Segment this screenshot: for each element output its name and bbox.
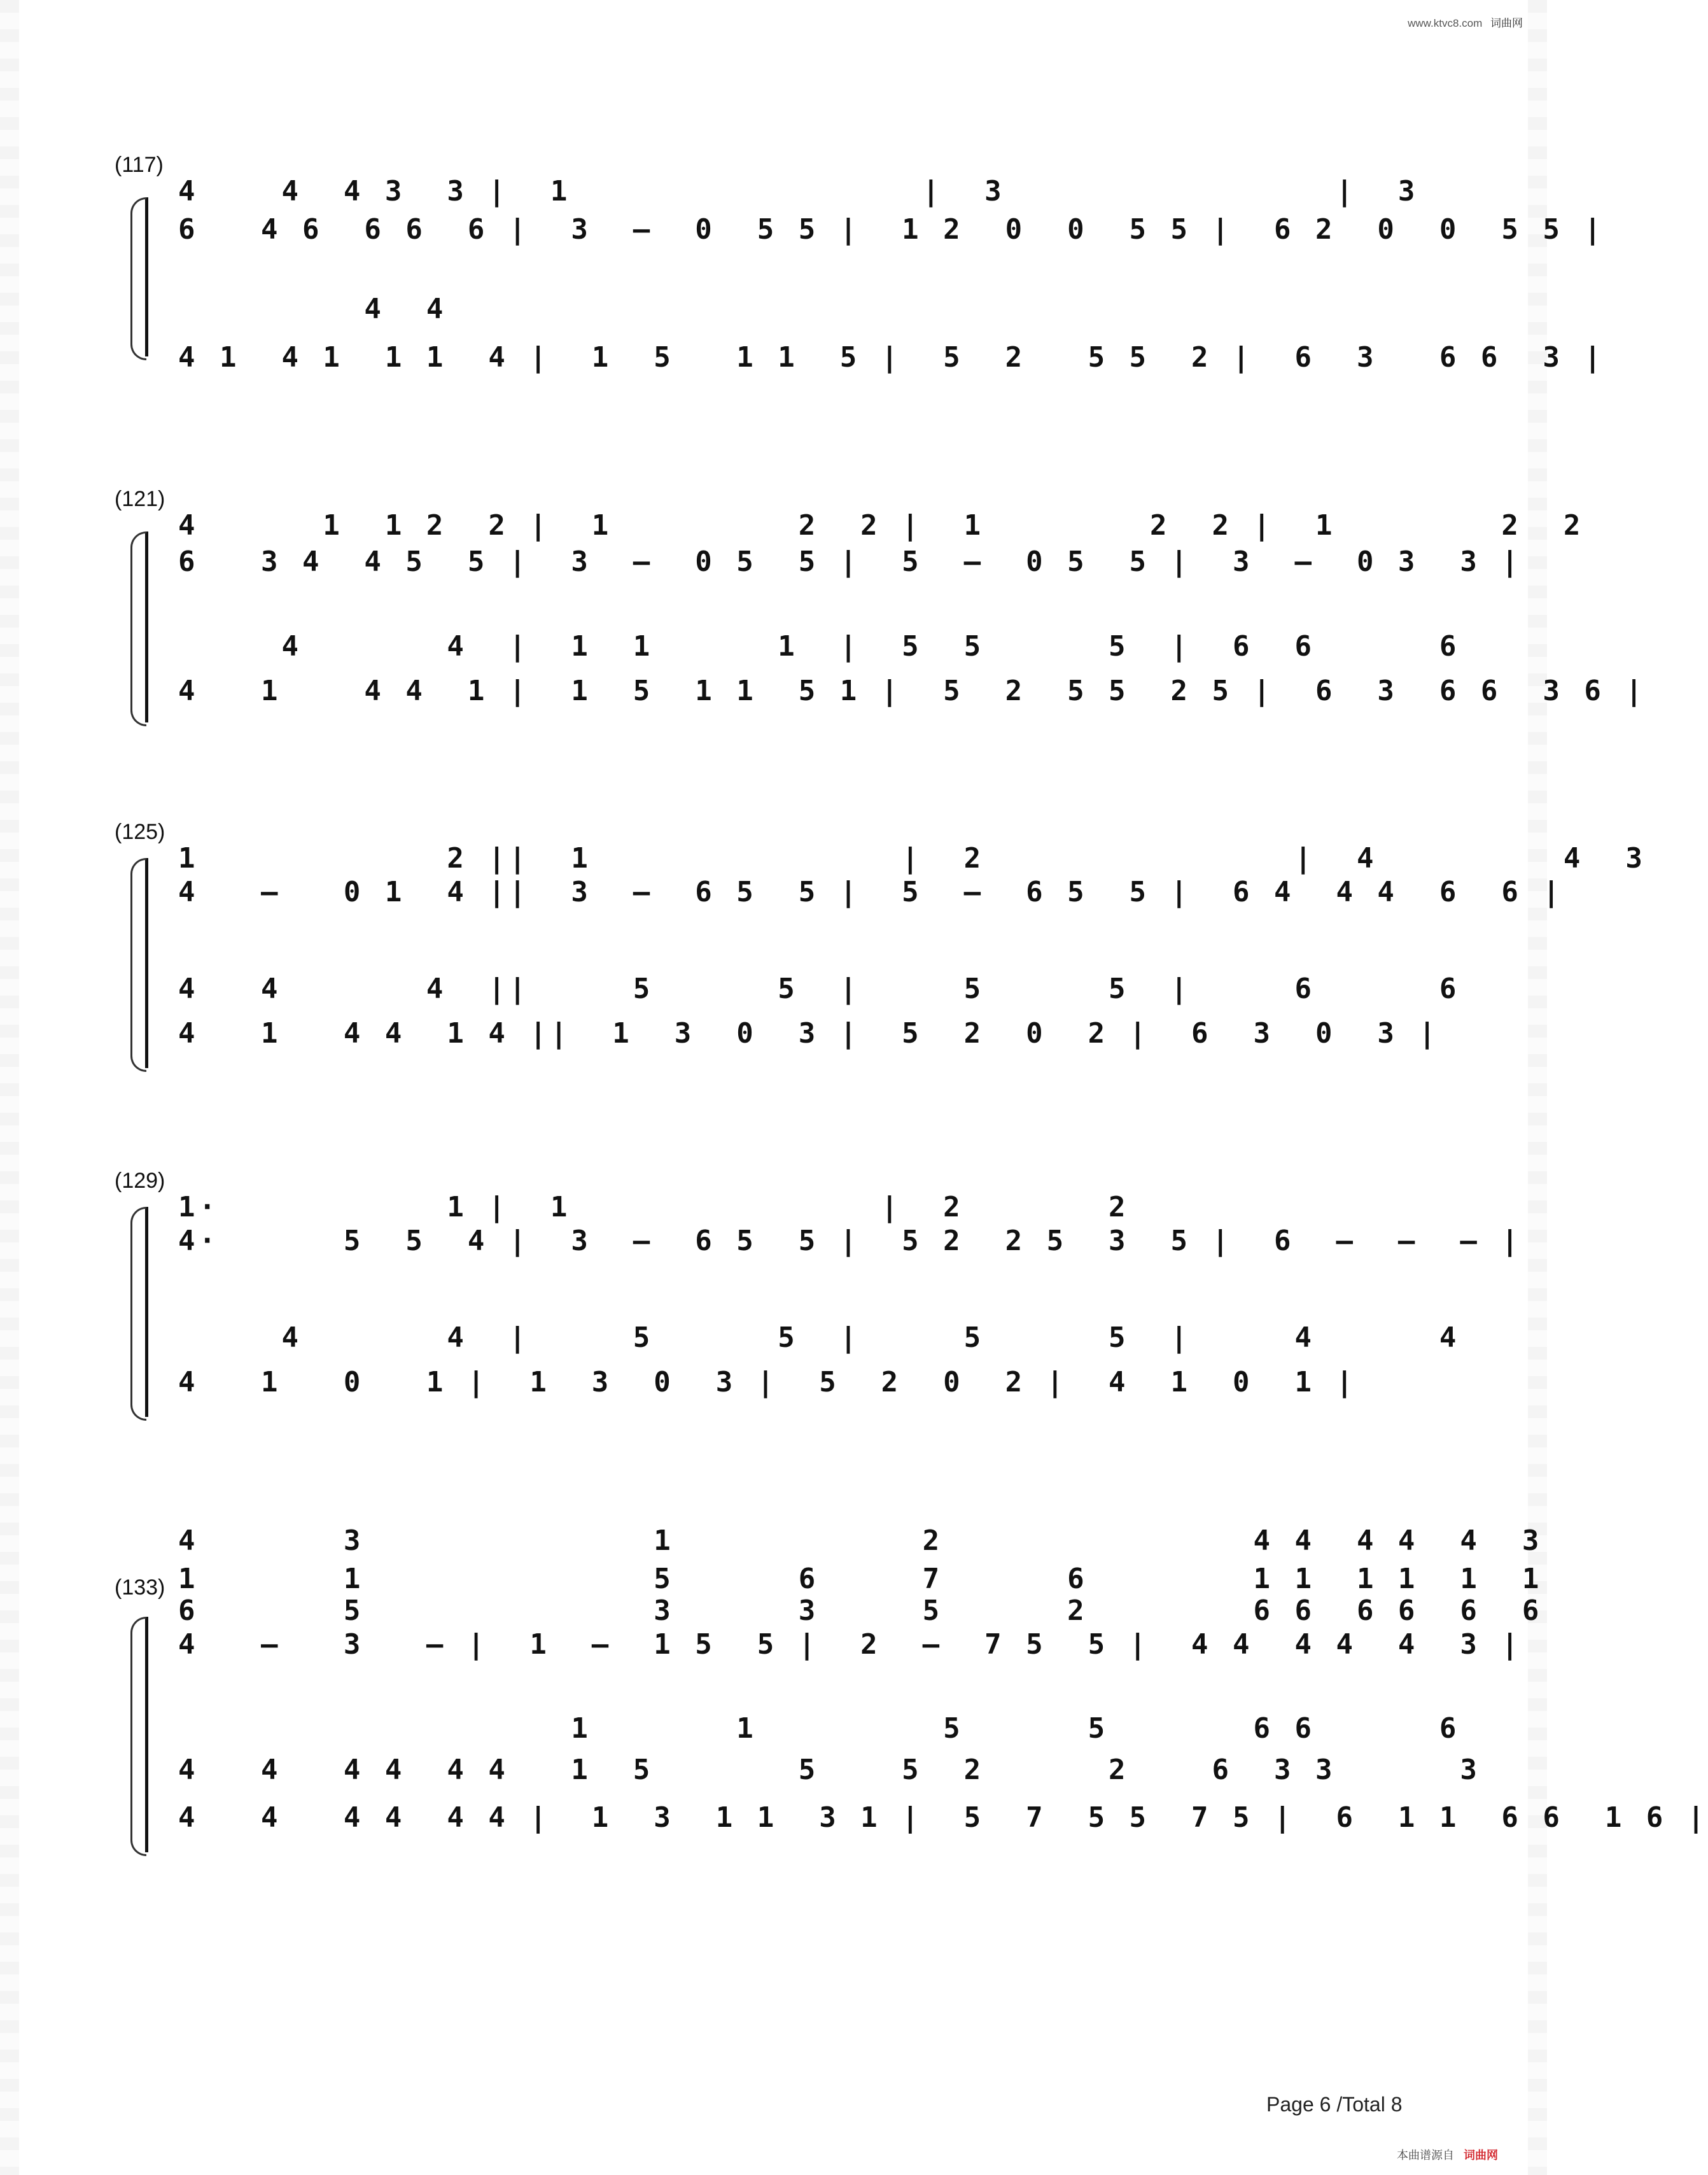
bass-main-row: 4 1 0 1 | 1 3 0 3 | 5 2 0 2 | 4 1 0 1 | [178,1366,1357,1398]
brace-icon [130,197,146,360]
site-header [1408,14,1523,30]
footer-source [1397,2146,1498,2163]
score-system-125 [108,820,1646,1074]
bass-upper-row: 4 4 [178,293,447,325]
right-watermark-strip [1528,0,1547,2175]
bass-main-row: 4 4 4 4 4 4 | 1 3 1 1 3 1 | 5 7 5 5 7 5 | 6 1 1 6 6 1 6 | [178,1801,1708,1834]
score-system-117 [108,153,1605,395]
treble-main-row: 4 – 0 1 4 || 3 – 6 5 5 | 5 – 6 5 5 | 6 4 4 4 6 6 | [178,876,1564,908]
score-system-121 [108,487,1646,729]
brace-icon [130,1617,146,1856]
measure-number: (125) [115,820,165,844]
bass-main-row: 4 1 4 1 1 1 4 | 1 5 1 1 5 | 5 2 5 5 2 | 6 3 6 6 3 | [178,341,1605,374]
treble-main-row: 6 4 6 6 6 6 | 3 – 0 5 5 | 1 2 0 0 5 5 | 6 2 0 0 5 5 | [178,213,1605,246]
treble-main-row: 4 – 3 – | 1 – 1 5 5 | 2 – 7 5 5 | 4 4 4 4 4 3 | [178,1628,1522,1661]
brace-icon [130,1207,146,1421]
left-watermark-strip [0,0,19,2175]
site-logo: 词曲网 [1490,17,1523,29]
treble-upper-row: 1· 1 | 1 | 2 2 [178,1191,1130,1223]
treble-row-2: 1 1 5 6 7 6 1 1 1 1 1 1 [178,1563,1543,1595]
treble-row-3: 6 5 3 3 5 2 6 6 6 6 6 6 [178,1594,1543,1627]
page-indicator: Page 6 /Total 8 [1266,2093,1403,2116]
bass-upper-row: 4 4 4 || 5 5 | 5 5 | 6 6 [178,973,1460,1005]
brace-icon [130,531,146,726]
site-url[interactable]: www.ktvc8.com [1408,17,1483,29]
measure-number: (121) [115,487,165,511]
score-system-129 [108,1169,1522,1423]
bass-row-1: 1 1 5 5 6 6 6 [178,1712,1460,1745]
treble-main-row: 4· 5 5 4 | 3 – 6 5 5 | 5 2 2 5 3 5 | 6 – – – | [178,1225,1522,1257]
measure-number: (133) [115,1575,165,1600]
score-system-133 [108,1515,1708,1859]
bass-upper-row: 4 4 | 1 1 1 | 5 5 5 | 6 6 6 [178,630,1460,663]
treble-upper-row: 4 1 1 2 2 | 1 2 2 | 1 2 2 | 1 2 2 [178,509,1585,542]
brace-icon [130,858,146,1072]
bass-main-row: 4 1 4 4 1 4 || 1 3 0 3 | 5 2 0 2 | 6 3 0 3 | [178,1017,1439,1050]
source-label: 本曲谱源自 [1397,2149,1454,2162]
brand-logo[interactable]: 词曲网 [1464,2149,1499,2162]
measure-number: (129) [115,1169,165,1193]
bass-upper-row: 4 4 | 5 5 | 5 5 | 4 4 [178,1321,1460,1354]
treble-upper-row: 4 4 4 3 3 | 1 | 3 | 3 [178,175,1419,208]
treble-upper-row: 1 2 || 1 | 2 | 4 4 3 [178,842,1646,875]
measure-number: (117) [115,153,164,177]
bass-row-2: 4 4 4 4 4 4 1 5 5 5 2 2 6 3 3 3 [178,1754,1481,1786]
treble-main-row: 6 3 4 4 5 5 | 3 – 0 5 5 | 5 – 0 5 5 | 3 – 0 3 3 | [178,546,1522,578]
treble-row-1: 4 3 1 2 4 4 4 4 4 3 [178,1524,1543,1557]
bass-main-row: 4 1 4 4 1 | 1 5 1 1 5 1 | 5 2 5 5 2 5 | 6 3 6 6 3 6 | [178,675,1646,707]
